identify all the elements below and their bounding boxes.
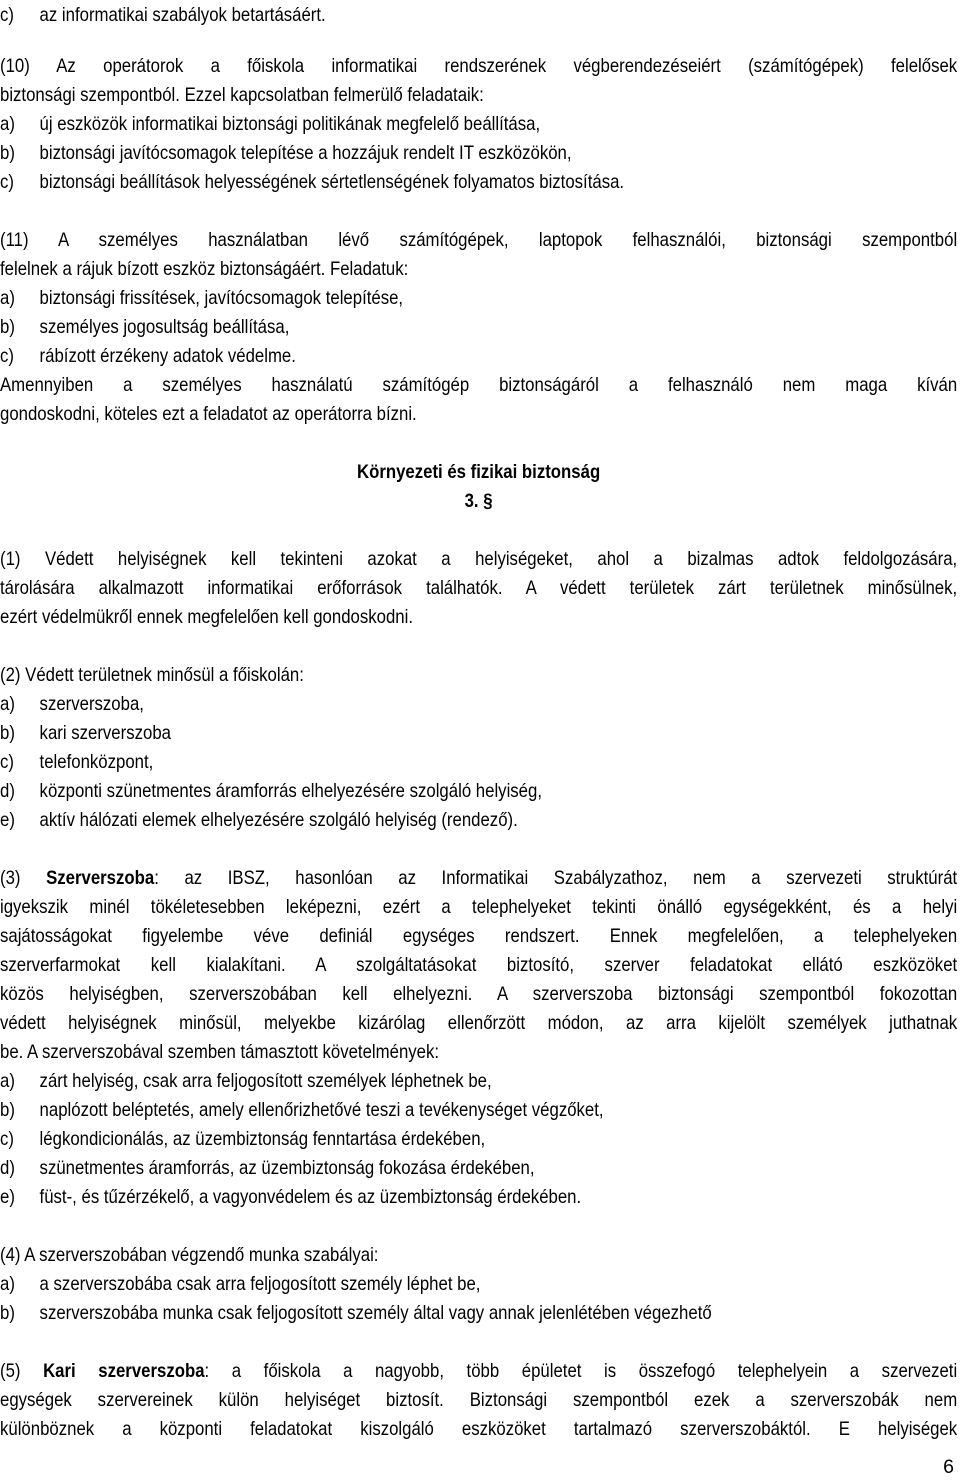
list-item: a) szerverszoba,	[0, 693, 144, 715]
list-item: b) naplózott beléptetés, amely ellenőrizhetővé teszi a tevékenységet végzőket,	[0, 1099, 604, 1121]
list-item: e) aktív hálózati elemek elhelyezésére szolgáló helyiség (rendező).	[0, 809, 518, 831]
list-item: b) biztonsági javítócsomagok telepítése a hozzájuk rendelt IT eszközökön,	[0, 142, 572, 164]
paragraph-line: (4) A szerverszobában végzendő munka szabályai:	[0, 1244, 379, 1266]
paragraph-line: (1) Védett helyiségnek kell tekinteni azokat a helyiségeket, ahol a bizalmas adtok feldolgozására,	[0, 548, 958, 570]
paragraph-line: sajátosságokat figyelembe véve definiál egységes rendszert. Ennek megfelelően, a telephelyeken	[0, 925, 958, 947]
list-item: c) telefonközpont,	[0, 751, 154, 773]
list-item: d) központi szünetmentes áramforrás elhelyezésére szolgáló helyiség,	[0, 780, 543, 802]
paragraph-line: egységek szervereinek külön helyiséget biztosít. Biztonsági szempontból ezek a szerverszobák nem	[0, 1389, 958, 1411]
paragraph-line: különböznek a központi feladatokat kiszolgáló eszközöket tartalmazó szerverszobáktól. E helyiségek	[0, 1418, 958, 1440]
paragraph-line: be. A szerverszobával szemben támasztott követelmények:	[0, 1041, 440, 1063]
list-item: b) kari szerverszoba	[0, 722, 171, 744]
paragraph-line: (10) Az operátorok a főiskola informatikai rendszerének végberendezéseiért (számítógépek) felelősek	[0, 55, 958, 77]
paragraph-line: igyekszik minél tökéletesebben leképezni, ezért a telephelyeket tekinti önálló egységekként, és a helyi	[0, 896, 958, 918]
section-title: Környezeti és fizikai biztonság	[356, 461, 601, 483]
list-item: a) biztonsági frissítések, javítócsomagok telepítése,	[0, 287, 404, 309]
list-item: a) a szerverszobába csak arra feljogosított személy léphet be,	[0, 1273, 481, 1295]
list-item: e) füst-, és tűzérzékelő, a vagyonvédelem és az üzembiztonság érdekében.	[0, 1186, 582, 1208]
paragraph-line: ezért védelmükről ennek megfelelően kell gondoskodni.	[0, 606, 413, 628]
list-item: a) új eszközök informatikai biztonsági politikának megfelelő beállítása,	[0, 113, 541, 135]
paragraph-line: közös helyiségben, szerverszobában kell elhelyezni. A szerverszoba biztonsági szempontból fokozottan	[0, 983, 958, 1005]
section-number: 3. §	[464, 490, 493, 512]
paragraph-line: tárolására alkalmazott informatikai erőforrások találhatók. A védett területek zárt területnek minősülnek,	[0, 577, 958, 599]
paragraph-line: Amennyiben a személyes használatú számítógép biztonságáról a felhasználó nem maga kíván	[0, 374, 958, 396]
list-item: c) légkondicionálás, az üzembiztonság fenntartása érdekében,	[0, 1128, 486, 1150]
list-item: c) rábízott érzékeny adatok védelme.	[0, 345, 296, 367]
page-number: 6	[943, 1456, 954, 1478]
paragraph-line: védett helyiségnek minősül, melyekbe kizárólag ellenőrzött módon, az arra kijelölt személyek juthatnak	[0, 1012, 958, 1034]
paragraph-line: (3) Szerverszoba: az IBSZ, hasonlóan az Informatikai Szabályzathoz, nem a szervezeti struktúrát	[0, 867, 958, 889]
paragraph-line: (11) A személyes használatban lévő számítógépek, laptopok felhasználói, biztonsági szempontból	[0, 229, 958, 251]
paragraph-line: szerverfarmokat kell kialakítani. A szolgáltatásokat biztosító, szerver feladatokat ellátó eszközöket	[0, 954, 958, 976]
paragraph-line: gondoskodni, köteles ezt a feladatot az operátorra bízni.	[0, 403, 417, 425]
paragraph-line: (2) Védett területnek minősül a főiskolán:	[0, 664, 304, 686]
term-serverroom: Szerverszoba	[46, 867, 155, 889]
paragraph-line: felelnek a rájuk bízott eszköz biztonságáért. Feladatuk:	[0, 258, 409, 280]
list-item: c) biztonsági beállítások helyességének sértetlenségének folyamatos biztosítása.	[0, 171, 625, 193]
term-faculty-serverroom: Kari szerverszoba	[43, 1360, 205, 1382]
list-item: a) zárt helyiség, csak arra feljogosított személyek léphetnek be,	[0, 1070, 492, 1092]
list-item: c) az informatikai szabályok betartásáért.	[0, 4, 326, 26]
paragraph-line: biztonsági szempontból. Ezzel kapcsolatban felmerülő feladataik:	[0, 84, 484, 106]
paragraph-line: (5) Kari szerverszoba: a főiskola a nagyobb, több épületet is összefogó telephelyein a szervezeti	[0, 1360, 958, 1382]
list-item: b) szerverszobába munka csak feljogosított személy által vagy annak jelenlétében végezhető	[0, 1302, 712, 1324]
list-item: b) személyes jogosultság beállítása,	[0, 316, 290, 338]
list-item: d) szünetmentes áramforrás, az üzembiztonság fokozása érdekében,	[0, 1157, 535, 1179]
